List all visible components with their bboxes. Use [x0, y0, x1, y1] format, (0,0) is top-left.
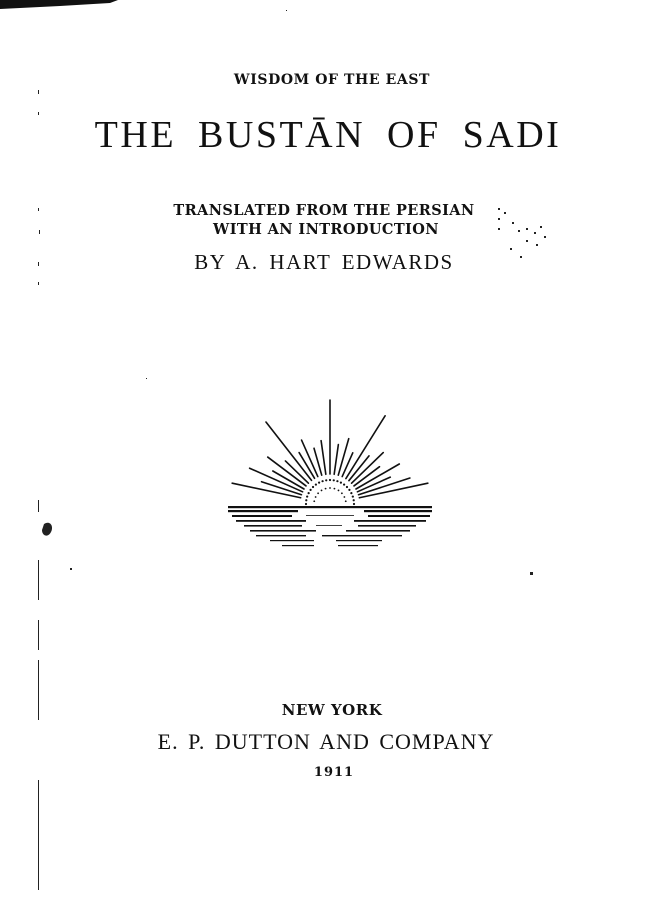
scan-edge-mark	[0, 0, 118, 12]
publisher-city: NEW YORK	[281, 701, 383, 719]
book-title: THE BUSTĀN OF SADI	[94, 114, 562, 156]
translator-credit: BY A. HART EDWARDS	[194, 250, 454, 274]
translation-note-line-1: TRANSLATED FROM THE PERSIAN	[173, 202, 475, 219]
publisher-name: E. P. DUTTON AND COMPANY	[157, 729, 495, 754]
rising-sun-over-sea-emblem	[226, 398, 434, 554]
publication-year: 1911	[313, 765, 355, 780]
translation-note-line-2: WITH AN INTRODUCTION	[213, 221, 439, 238]
series-title: WISDOM OF THE EAST	[233, 72, 431, 88]
